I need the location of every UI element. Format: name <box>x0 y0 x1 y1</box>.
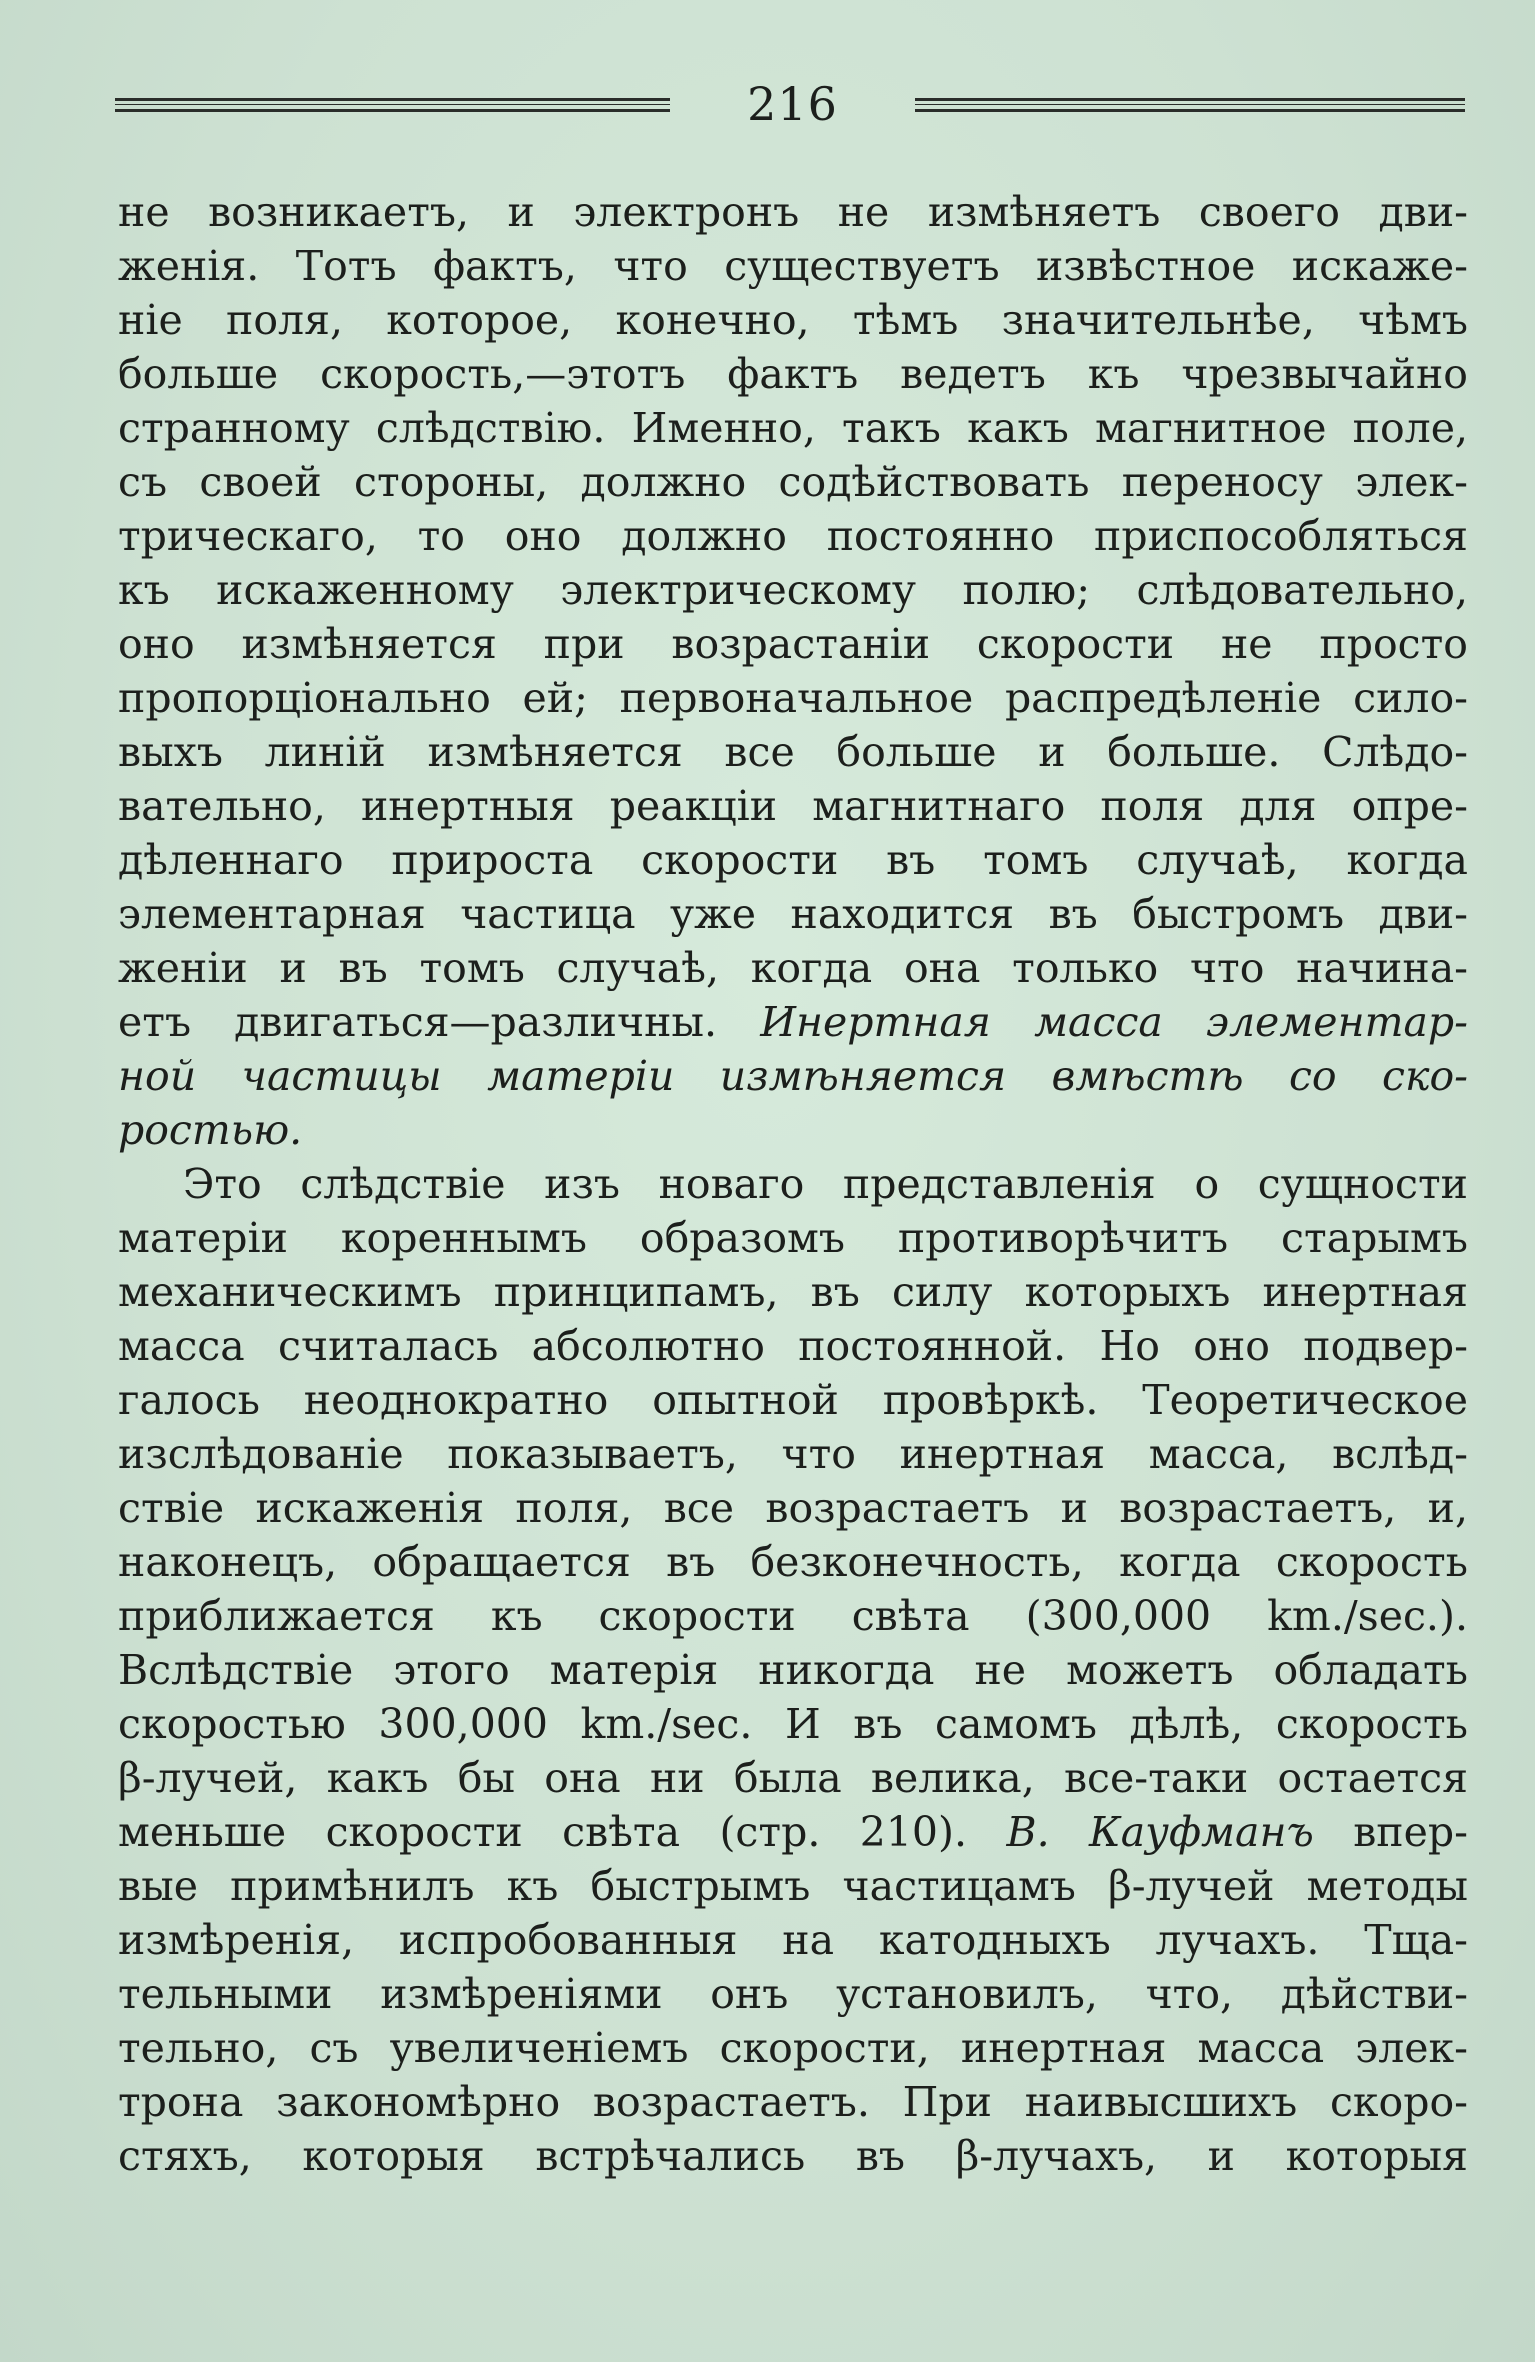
text-line <box>118 1319 1468 1373</box>
text-line <box>118 1751 1468 1805</box>
text-segment: стяхъ, которыя встрѣчались въ β-лучахъ, и которыя <box>118 2132 1468 2180</box>
text-segment: впер- <box>1313 1808 1468 1856</box>
text-line <box>118 2075 1468 2129</box>
text-line <box>118 1373 1468 1427</box>
text-segment: приближается къ скорости свѣта (300,000 km./sec.). <box>118 1592 1468 1640</box>
text-line <box>118 239 1468 293</box>
text-line <box>118 887 1468 941</box>
text-segment: етъ двигаться—различны. <box>118 998 761 1046</box>
text-segment: выхъ линій измѣняется все больше и больше. Слѣдо- <box>118 728 1468 776</box>
text-line <box>118 1103 1468 1157</box>
text-line <box>118 2021 1468 2075</box>
text-segment: къ искаженному электрическому полю; слѣдовательно, <box>118 566 1468 614</box>
text-line <box>118 401 1468 455</box>
text-line <box>118 2129 1468 2183</box>
italic-text-segment: ной частицы матеріи измѣняется вмѣстѣ со ско- <box>118 1052 1468 1100</box>
text-segment: вые примѣнилъ къ быстрымъ частицамъ β-лучей методы <box>118 1862 1468 1910</box>
header-rule-left <box>115 98 670 112</box>
text-segment: женіи и въ томъ случаѣ, когда она только что начина- <box>118 944 1468 992</box>
text-line <box>118 1643 1468 1697</box>
text-segment: вательно, инертныя реакціи магнитнаго поля для опре- <box>118 782 1468 830</box>
text-line <box>118 941 1468 995</box>
text-segment: измѣренія, испробованныя на катодныхъ лучахъ. Тща- <box>118 1916 1468 1964</box>
text-segment: странному слѣдствію. Именно, такъ какъ магнитное поле, <box>118 404 1468 452</box>
text-line <box>118 455 1468 509</box>
text-segment: дѣленнаго прироста скорости въ томъ случаѣ, когда <box>118 836 1468 884</box>
italic-text-segment: ростью. <box>118 1106 303 1154</box>
text-segment: пропорціонально ей; первоначальное распредѣленіе сило- <box>118 674 1468 722</box>
text-line <box>118 725 1468 779</box>
text-segment: женія. Тотъ фактъ, что существуетъ извѣстное искаже- <box>118 242 1468 290</box>
text-line <box>118 1157 1468 1211</box>
text-segment: не возникаетъ, и электронъ не измѣняетъ своего дви- <box>118 188 1468 236</box>
text-line <box>118 1211 1468 1265</box>
text-segment: ніе поля, которое, конечно, тѣмъ значительнѣе, чѣмъ <box>118 296 1468 344</box>
text-line <box>118 563 1468 617</box>
text-segment: изслѣдованіе показываетъ, что инертная масса, вслѣд- <box>118 1430 1468 1478</box>
body-text <box>118 185 1468 2183</box>
text-line <box>118 347 1468 401</box>
text-line <box>118 995 1468 1049</box>
text-segment: оно измѣняется при возрастаніи скорости не просто <box>118 620 1468 668</box>
text-line <box>118 1913 1468 1967</box>
text-segment: β-лучей, какъ бы она ни была велика, все-таки остается <box>118 1754 1468 1802</box>
text-line <box>118 1481 1468 1535</box>
header-rule-right <box>915 98 1465 112</box>
text-segment: тельно, съ увеличеніемъ скорости, инертная масса элек- <box>118 2024 1468 2072</box>
text-segment: больше скорость,—этотъ фактъ ведетъ къ чрезвычайно <box>118 350 1468 398</box>
text-segment: скоростью 300,000 km./sec. И въ самомъ дѣлѣ, скорость <box>118 1700 1468 1748</box>
text-segment: галось неоднократно опытной провѣркѣ. Теоретическое <box>118 1376 1468 1424</box>
page-number: 216 <box>747 77 838 131</box>
text-segment: тельными измѣреніями онъ установилъ, что, дѣйстви- <box>118 1970 1468 2018</box>
text-segment: съ своей стороны, должно содѣйствовать переносу элек- <box>118 458 1468 506</box>
text-segment: масса считалась абсолютно постоянной. Но оно подвер- <box>118 1322 1468 1370</box>
text-segment: наконецъ, обращается въ безконечность, когда скорость <box>118 1538 1468 1586</box>
text-line <box>118 509 1468 563</box>
text-line <box>118 1427 1468 1481</box>
text-segment: Вслѣдствіе этого матерія никогда не можетъ обладать <box>118 1646 1468 1694</box>
text-line <box>118 1967 1468 2021</box>
text-line <box>118 1589 1468 1643</box>
text-segment: Это слѣдствіе изъ новаго представленія о сущности <box>183 1160 1468 1208</box>
text-line <box>118 617 1468 671</box>
italic-text-segment: В. Кауфманъ <box>1006 1808 1314 1856</box>
text-line <box>118 1265 1468 1319</box>
text-segment: трическаго, то оно должно постоянно приспособляться <box>118 512 1468 560</box>
text-segment: матеріи кореннымъ образомъ противорѣчитъ старымъ <box>118 1214 1468 1262</box>
text-segment: механическимъ принципамъ, въ силу которыхъ инертная <box>118 1268 1468 1316</box>
italic-text-segment: Инертная масса элементар- <box>760 998 1468 1046</box>
text-segment: трона закономѣрно возрастаетъ. При наивысшихъ скоро- <box>118 2078 1468 2126</box>
text-line <box>118 1697 1468 1751</box>
text-line <box>118 185 1468 239</box>
text-line <box>118 779 1468 833</box>
text-line <box>118 293 1468 347</box>
text-segment: элементарная частица уже находится въ быстромъ дви- <box>118 890 1468 938</box>
text-line <box>118 1859 1468 1913</box>
text-line <box>118 1535 1468 1589</box>
text-line <box>118 1805 1468 1859</box>
text-segment: меньше скорости свѣта (стр. 210). <box>118 1808 1007 1856</box>
text-segment: ствіе искаженія поля, все возрастаетъ и возрастаетъ, и, <box>118 1484 1468 1532</box>
text-line <box>118 833 1468 887</box>
text-line <box>118 671 1468 725</box>
text-line <box>118 1049 1468 1103</box>
page-header <box>115 78 1465 138</box>
